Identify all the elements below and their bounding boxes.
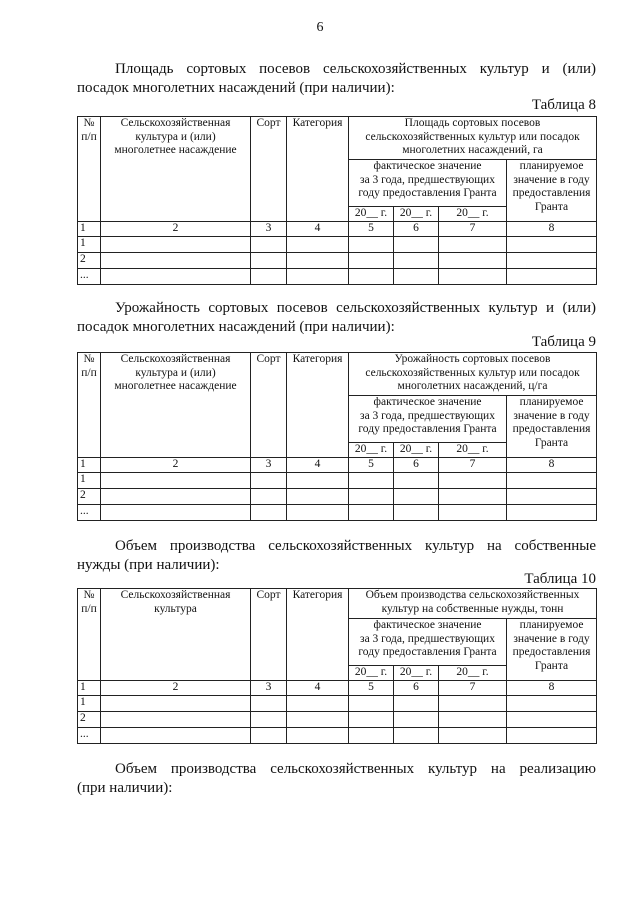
- year-cell: 20__ г.: [394, 207, 439, 222]
- header-sort: Сорт: [251, 589, 287, 681]
- header-planned: планируемое значение в году предоставления Гранта: [507, 619, 597, 681]
- heading-line-2: посадок многолетних насаждений (при наличии):: [77, 80, 395, 96]
- header-no: № п/п: [78, 117, 101, 222]
- header-actual: фактическое значение за 3 года, предшествующих году предоставления Гранта: [349, 160, 507, 207]
- table-label-8: Таблица 8: [531, 97, 596, 113]
- header-culture: Сельскохозяйственная культура: [101, 589, 251, 681]
- heading-line-1: Объем производства сельскохозяйственных культур на собственные: [115, 538, 596, 554]
- header-sort: Сорт: [251, 117, 287, 222]
- table-row: ...: [78, 505, 597, 521]
- section-heading-table-10: [77, 537, 596, 575]
- section-heading-table-8: [77, 60, 596, 98]
- year-cell: 20__ г.: [394, 443, 439, 458]
- header-group: Объем производства сельскохозяйственных культур на собственные нужды, тонн: [349, 589, 597, 619]
- heading-line-2: (при наличии):: [77, 780, 173, 796]
- table-row: 2: [78, 489, 597, 505]
- header-group: Площадь сортовых посевов сельскохозяйственных культур или посадок многолетних насаждений, га: [349, 117, 597, 160]
- year-cell: 20__ г.: [439, 207, 507, 222]
- table-label-10: Таблица 10: [524, 571, 596, 587]
- header-no: № п/п: [78, 589, 101, 681]
- table-10: [77, 588, 597, 744]
- table-8: [77, 116, 597, 285]
- year-cell: 20__ г.: [349, 443, 394, 458]
- table-label-9: Таблица 9: [531, 334, 596, 350]
- year-cell: 20__ г.: [439, 443, 507, 458]
- section-heading-table-9: [77, 299, 596, 337]
- table-row: 1: [78, 473, 597, 489]
- table-row: ...: [78, 728, 597, 744]
- heading-line-2: нужды (при наличии):: [77, 557, 220, 573]
- table-9: [77, 352, 597, 521]
- header-actual: фактическое значение за 3 года, предшествующих году предоставления Гранта: [349, 396, 507, 443]
- table-row: 1: [78, 237, 597, 253]
- table-row: 2: [78, 253, 597, 269]
- header-category: Категория: [287, 353, 349, 458]
- heading-line-1: Объем производства сельскохозяйственных культур на реализацию: [115, 761, 596, 777]
- table-row: 2: [78, 712, 597, 728]
- column-number-row: 1 2 3 4 5 6 7 8: [78, 681, 597, 696]
- heading-line-2: посадок многолетних насаждений (при наличии):: [77, 319, 395, 335]
- header-culture: Сельскохозяйственная культура и (или) многолетнее насаждение: [101, 117, 251, 222]
- header-sort: Сорт: [251, 353, 287, 458]
- table-row: 1: [78, 696, 597, 712]
- year-cell: 20__ г.: [349, 666, 394, 681]
- header-planned: планируемое значение в году предоставления Гранта: [507, 160, 597, 222]
- header-actual: фактическое значение за 3 года, предшествующих году предоставления Гранта: [349, 619, 507, 666]
- page-number: 6: [316, 20, 324, 35]
- header-category: Категория: [287, 117, 349, 222]
- column-number-row: 1 2 3 4 5 6 7 8: [78, 222, 597, 237]
- section-heading-sales: [77, 760, 596, 798]
- heading-line-1: Урожайность сортовых посевов сельскохозяйственных культур и (или): [115, 300, 596, 316]
- header-no: № п/п: [78, 353, 101, 458]
- header-category: Категория: [287, 589, 349, 681]
- header-planned: планируемое значение в году предоставления Гранта: [507, 396, 597, 458]
- table-row: ...: [78, 269, 597, 285]
- heading-line-1: Площадь сортовых посевов сельскохозяйственных культур и (или): [115, 61, 596, 77]
- year-cell: 20__ г.: [439, 666, 507, 681]
- header-culture: Сельскохозяйственная культура и (или) многолетнее насаждение: [101, 353, 251, 458]
- year-cell: 20__ г.: [349, 207, 394, 222]
- column-number-row: 1 2 3 4 5 6 7 8: [78, 458, 597, 473]
- year-cell: 20__ г.: [394, 666, 439, 681]
- header-group: Урожайность сортовых посевов сельскохозяйственных культур или посадок многолетних насаждений, ц/га: [349, 353, 597, 396]
